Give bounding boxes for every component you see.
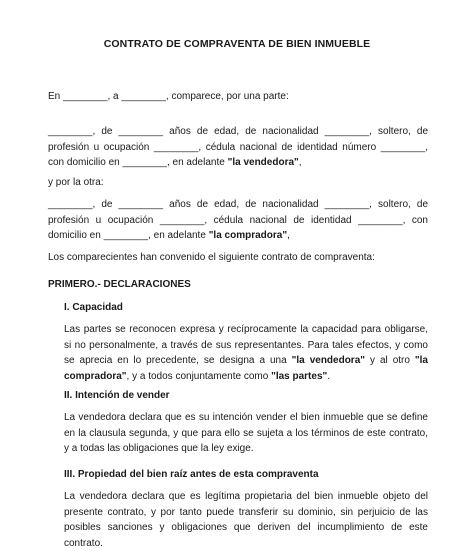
other-party-intro: y por la otra: [48, 177, 104, 188]
clause-1-text-c: , y a todos conjuntamente como [126, 370, 272, 382]
clause-text-propiedad: La vendedora declara que es legítima propietaria del bien inmueble objeto del presente contrato, y por tanto puede transferir su dominio, sin perjuicio de las posibles sanciones y obligaciones que deriven del incumplimiento de este contrato. [64, 491, 428, 549]
seller-end: , [298, 157, 302, 168]
buyer-text: ________, de ________ años de edad, de nacionalidad ________, soltero, de profesión u ocupación ________, cédula nacional de identidad ________, con domicilio en ________, en adelante [48, 199, 428, 241]
clause-heading-capacidad: I. Capacidad [64, 302, 123, 313]
document-title: CONTRATO DE COMPRAVENTA DE BIEN INMUEBLE [103, 38, 371, 50]
clause-1-role-buyer: "la compradora" [64, 355, 428, 382]
seller-paragraph [48, 124, 428, 171]
buyer-end: , [287, 230, 290, 241]
clause-heading-propiedad: III. Propiedad del bien raíz antes de esta compraventa [64, 469, 319, 480]
seller-role: "la vendedora" [227, 157, 299, 168]
intro-paragraph: En ________, a ________, comparece, por una parte: [48, 91, 289, 102]
section-heading: PRIMERO.- DECLARACIONES [48, 279, 191, 290]
clause-1-text-b: y al otro [365, 355, 415, 366]
seller-text: ________, de ________ años de edad, de nacionalidad ________, soltero, de profesión u ocupación ________, cédula nacional de identidad número ________, con domicilio en ________, en adelante [48, 126, 428, 168]
buyer-role: "la compradora" [208, 230, 288, 241]
clause-1-text-d: . [327, 370, 331, 382]
clause-1-text-a: Las partes se reconocen expresa y recíprocamente la capacidad para obligarse, si no personalmente, a través de sus representantes. Para tales efectos, y como se aprecia en lo precedente, se designa a una [64, 324, 428, 366]
agreement-sentence: Los comparecientes han convenido el siguiente contrato de compraventa: [48, 252, 375, 263]
buyer-paragraph [48, 197, 428, 244]
clause-1-role-parties: "las partes" [271, 370, 328, 382]
clause-1-role-seller: "la vendedora" [291, 355, 366, 366]
clause-text-capacidad [64, 322, 428, 384]
clause-heading-intencion: II. Intención de vender [64, 390, 170, 401]
clause-text-intencion: La vendedora declara que es su intención vender el bien inmueble que se define en la clausula segunda, y que para ello se sujeta a los términos de este contrato, y a todas las obligaciones que la ley exige. [64, 412, 428, 454]
